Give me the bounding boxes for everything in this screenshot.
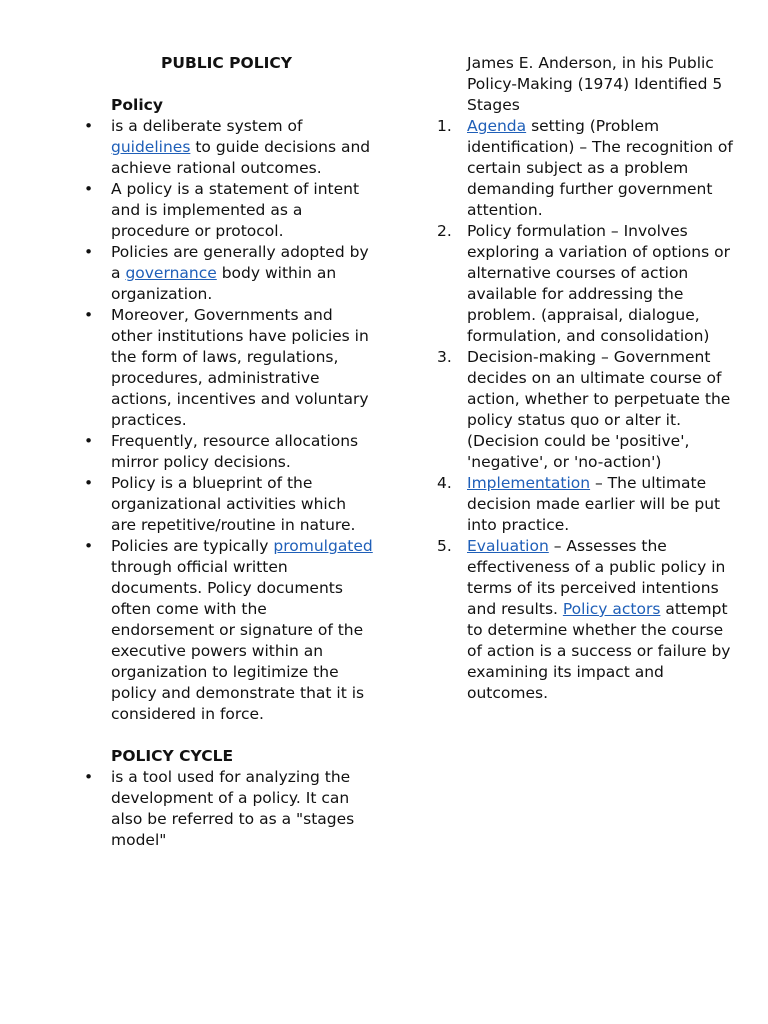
policy-actors-link[interactable]: Policy actors [562, 600, 661, 618]
bullet-text: body within an organization. [111, 264, 337, 303]
stages-intro: James E. Anderson, in his Public Policy-Making (1974) Identified 5 Stages [467, 54, 723, 114]
stages-list [437, 116, 737, 704]
implementation-link[interactable]: Implementation [467, 474, 591, 492]
policy-bullet-list [84, 116, 374, 725]
stage-text: attempt to determine whether the course of action is a success or failure by examining its impact and outcomes. [467, 600, 731, 702]
policy-bullet: • Moreover, Governments and other institutions have policies in the form of laws, regulations, procedures, administrative actions, incentives and voluntary practices. [84, 305, 374, 431]
stage-number: 2. [437, 222, 452, 240]
stage-text: Policy formulation – Involves exploring a variation of options or alternative courses of action available for addressing the problem. (appraisal, dialogue, formulation, and consolidation) [467, 222, 730, 345]
bullet-text: Policies are generally adopted by a [111, 243, 369, 282]
agenda-link[interactable]: Agenda [467, 117, 527, 135]
bullet-text: is a deliberate system of [111, 117, 303, 135]
promulgated-link[interactable]: promulgated [273, 537, 373, 555]
stage-number: 5. [437, 537, 452, 555]
policy-cycle-bullet: • is a tool used for analyzing the development of a policy. It can also be referred to as a "stages model" [84, 767, 374, 851]
stage-item-formulation [437, 221, 737, 347]
stage-number: 1. [437, 117, 452, 135]
bullet-text: through official written documents. Policy documents often come with the endorsement or signature of the executive powers within an organization to legitimize the policy and demonstrate that it is considered in force. [111, 558, 365, 723]
stage-text: Decision-making – Government decides on an ultimate course of action, whether to perpetuate the policy status quo or alter it. (Decision could be 'positive', 'negative', or 'no-action') [467, 348, 731, 471]
policy-cycle-list [84, 767, 374, 851]
stage-text: – Assesses the effectiveness of a public policy in terms of its perceived intentions and results. [467, 537, 726, 618]
stage-number: 3. [437, 348, 452, 366]
policy-bullet [84, 242, 374, 305]
policy-bullet: • A policy is a statement of intent and is implemented as a procedure or protocol. [84, 179, 374, 242]
guidelines-link[interactable]: guidelines [111, 138, 191, 156]
stage-item-evaluation [437, 536, 737, 704]
stage-text: – The ultimate decision made earlier will be put into practice. [467, 474, 721, 534]
stage-text: setting (Problem identification) – The recognition of certain subject as a problem demanding further government attention. [467, 117, 733, 219]
stage-number: 4. [437, 474, 452, 492]
policy-bullet: • Frequently, resource allocations mirror policy decisions. [84, 431, 374, 473]
policy-bullet [84, 536, 374, 725]
evaluation-link[interactable]: Evaluation [467, 537, 549, 555]
policy-cycle-heading: POLICY CYCLE [111, 747, 234, 765]
stage-item-agenda [437, 116, 737, 221]
stage-item-decision-making [437, 347, 737, 473]
page-title: PUBLIC POLICY [161, 54, 292, 72]
stage-item-implementation [437, 473, 737, 536]
policy-bullet: • Policy is a blueprint of the organizational activities which are repetitive/routine in nature. [84, 473, 374, 536]
policy-bullet [84, 116, 374, 179]
bullet-text: to guide decisions and achieve rational outcomes. [111, 138, 371, 177]
policy-heading: Policy [111, 96, 163, 114]
right-column [437, 53, 737, 704]
left-column [84, 53, 374, 851]
bullet-text: Policies are typically [111, 537, 274, 555]
governance-link[interactable]: governance [125, 264, 217, 282]
